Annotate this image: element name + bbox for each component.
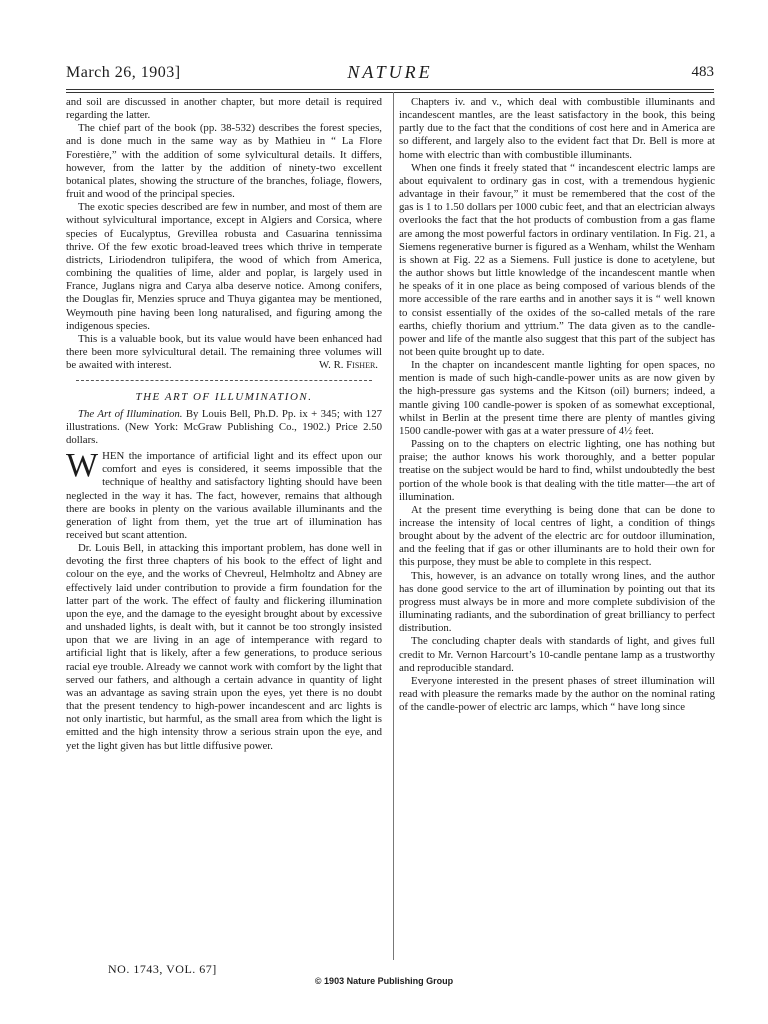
paragraph: At the present time everything is being done that can be done to increase the intensity of local centres of light, a condition of things brought about by the advent of the electric arc for outdoor illumination, and the feeling that if gas or other illuminants are to hold their own for this purpose, they must be able to complete in this respect. <box>399 503 715 569</box>
paragraph: The exotic species described are few in number, and most of them are without sylvicultural importance, except in Algiers and Corsica, where species of Eucalyptus, Grevillea robusta and Casuarina tennissima thrive. Of the few exotic broad-leaved trees which thrive in temperate districts, Liriodendron tulipifera, the wood of which from America, combining the qualities of lime, alder and poplar, is largely used in France, Juglans nigra and Carya alba deserve notice. Among conifers, the Douglas fir, Menzies spruce and Thuya gigantea may be mentioned, Weymouth pine having been long naturalised, and figuring among the indigenous species. <box>66 201 382 332</box>
paragraph <box>66 447 382 542</box>
paragraph: Everyone interested in the present phases of street illumination will read with pleasure the remarks made by the author on the nominal rating of the candle-power of electric arc lamps, which “ have long since <box>399 674 715 714</box>
paragraph: Dr. Louis Bell, in attacking this important problem, has done well in devoting the first three chapters of his book to the effect of light and colour on the eye, and the works of Chevreul, Helmholtz and Abney are effectively laid under contribution to provide a firm foundation for the latter part of the work. The effect of faulty and flickering illumination upon the eye, and the damage to the eyesight brought about by excessive and unshaded lights, is dealt with, but it cannot be too strongly insisted upon that we are living in an age of intemperance with regard to artificial light that is likely, after a few generations, to produce serious racial eye trouble. Already we cannot work with comfort by the light that served our fathers, and although a certain advance in quantity of light was an advantage as saving strain upon the eyes, yet there is no doubt that the present tendency to high-power incandescent and arc lights is not only inartistic, but harmful, as the small area from which the light is emitted and the high intensity throw a serious strain upon the eye, and yet the light given has but little diffusive power. <box>66 542 382 752</box>
journal-title: NATURE <box>347 62 433 82</box>
page-header <box>66 64 714 88</box>
right-column <box>399 96 715 714</box>
left-column <box>66 96 382 753</box>
paragraph: The chief part of the book (pp. 38-532) describes the forest species, and is done much in the same way as by Mathieu in “ La Flore Forestière,” with the addition of some sylvicultural details. It differs, however, from the latter by the addition of ninety-two excellent botanical plates, showing the structure of the branches, foliage, flowers, fruit and wood of the principal species. <box>66 122 382 201</box>
issue-date: March 26, 1903] <box>66 64 181 81</box>
column-divider <box>393 92 394 960</box>
page-number: 483 <box>691 64 714 80</box>
issue-footer: NO. 1743, VOL. 67] <box>108 962 217 976</box>
section-title: THE ART OF ILLUMINATION. <box>135 391 313 404</box>
paragraph: This is a valuable book, but its value would have been enhanced had there been more sylvicultural detail. The remaining three volumes will be awaited with interest. <box>66 332 382 372</box>
copyright-notice: © 1903 Nature Publishing Group <box>314 976 454 986</box>
drop-cap: W <box>66 447 99 485</box>
paragraph: Passing on to the chapters on electric lighting, one has nothing but praise; the author knows his work thoroughly, and a better popular treatise on the subject would be hard to find, whilst undoubtedly the best portion of the whole book is that dealing with the title matter—the art of illumination. <box>399 438 715 503</box>
paragraph: When one finds it freely stated that “ incandescent electric lamps are about equivalent to ordinary gas in cost, with a tremendous hygienic advantage in their favour,” it must be remembered that the cost of the gas is 1 to 1.50 dollars per 1000 cubic feet, and that an electrician always overlooks the fact that the hot products of combustion from a gas flame are among the most powerful factors in ordinary ventilation. In Fig. 21, a Siemens regenerative burner is figured as a Wenham, whilst the Wenham is shown at Fig. 22 as a Siemens. Full justice is done to acetylene, but the author shows but little knowledge of the incandescent mantle when he speaks of it in one place as being composed of various blends of the more accessible of the rare earths and in another says it is “ well known to consist essentially of the oxides of the so-called metals of the rare earths, chiefly thorium and yttrium.” The data given as to the candle-power and life of the mantle also suggest that this part of the subject has not been quite brought up to date. <box>399 161 716 358</box>
book-reference <box>66 408 382 447</box>
section-separator <box>76 380 372 381</box>
paragraph: and soil are discussed in another chapter, but more detail is required regarding the latter. <box>66 96 382 122</box>
paragraph: This, however, is an advance on totally wrong lines, and the author has done good service to the art of illumination by pointing out that its progress must always be in more and more complete subdivision of the illuminating radiants, and the subordination of great brilliancy to perfect distribution. <box>399 569 715 635</box>
paragraph: Chapters iv. and v., which deal with combustible illuminants and incandescent mantles, are the least satisfactory in the book, this being partly due to the fact that the conditions of cost here and in America are so different, and largely also to the evident fact that Dr. Bell is more at home with electric than with combustible illuminants. <box>399 96 715 161</box>
paragraph: The concluding chapter deals with standards of light, and gives full credit to Mr. Vernon Harcourt’s 10-candle pentane lamp as a trustworthy and reproducible standard. <box>399 635 715 674</box>
reviewer-signature: W. R. Fisher. <box>318 359 378 372</box>
paragraph: In the chapter on incandescent mantle lighting for open spaces, no mention is made of such high-candle-power units as are now given by the high-pressure gas systems and the Kitson (oil) burners; indeed, a mantle giving 100 candle-power is spoken of as somewhat exceptional, whilst in Berlin at the present time there are plenty of mantles giving 1500 candle-power with gas at a water pressure of 4½ feet. <box>399 359 715 437</box>
book-details: By Louis Bell, Ph.D. Pp. ix + 345; with 127 illustrations. (New York: McGraw Publishing Co., 1902.) Price 2.50 dollars. <box>66 407 382 446</box>
header-rule <box>66 89 714 93</box>
book-title: The Art of Illumination. <box>78 407 183 420</box>
paragraph-text: HEN the importance of artificial light and its effect upon our comfort and eyes is considered, it seems impossible that the technique of healthy and satisfactory lighting should have been neglected in the way it has. The fact, however, remains that although there are books in plenty on the various available illuminants and the generation of light from them, yet the true art of illumination has received but scant attention. <box>66 450 382 541</box>
